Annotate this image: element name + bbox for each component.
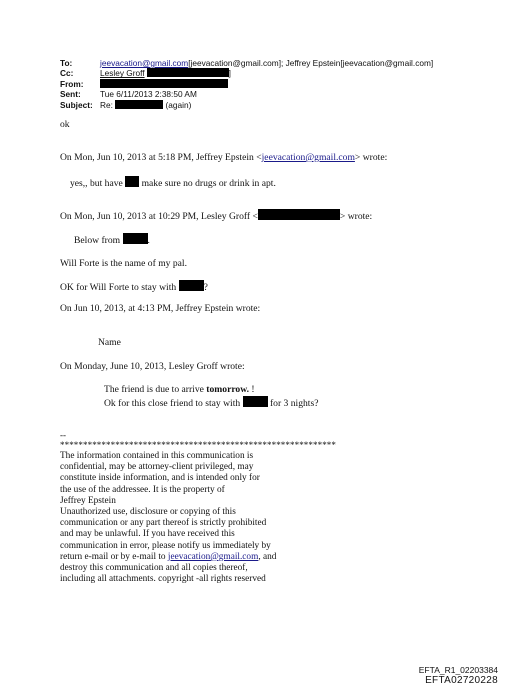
from-value <box>100 79 228 89</box>
will-forte-line: Will Forte is the name of my pal. <box>60 258 187 269</box>
close-friend-line <box>104 396 318 410</box>
below-from-text: Below from <box>74 235 121 246</box>
name-line: Name <box>98 337 121 348</box>
disclaimer-line: including all attachments. copyright -all rights reserved <box>60 574 266 585</box>
friend-bold: tomorrow. <box>206 384 250 395</box>
quote2-below <box>74 233 150 247</box>
cc-value: Lesley Groff ] <box>100 68 231 79</box>
disclaimer-line: communication or any part thereof is strictly prohibited <box>60 518 267 529</box>
quote1-text-pre: yes,, but have <box>70 178 123 189</box>
redaction-box <box>147 68 229 77</box>
return-post: , and <box>258 551 277 562</box>
quote1-header-post: > wrote: <box>354 152 388 163</box>
disclaimer-line: and may be unlawful. If you have received this <box>60 529 235 540</box>
subject-suffix: (again) <box>165 99 192 110</box>
quote1-header-pre: On Mon, Jun 10, 2013 at 5:18 PM, Jeffrey Epstein < <box>60 152 262 163</box>
to-label: To: <box>60 58 73 68</box>
redaction-box <box>123 233 148 244</box>
quote2-header-post: > wrote: <box>339 211 373 222</box>
subject-prefix: Re: <box>100 99 113 110</box>
friend-post: ! <box>249 384 255 395</box>
ok-line-post: ? <box>203 282 208 293</box>
redaction-box <box>125 176 139 187</box>
to-value <box>100 58 433 68</box>
ok-will-forte-line <box>60 280 208 294</box>
return-pre: return e-mail or by e-mail to <box>60 551 168 562</box>
disclaimer-line: Jeffrey Epstein <box>60 495 116 506</box>
subject-label: Subject: <box>60 99 93 110</box>
redaction-box <box>179 280 204 291</box>
quote1-text-post: make sure no drugs or drink in apt. <box>141 178 276 189</box>
quote3-header: On Jun 10, 2013, at 4:13 PM, Jeffrey Epstein wrote: <box>60 303 261 314</box>
disclaimer-line: constitute inside information, and is intended only for <box>60 473 260 484</box>
friend-line <box>104 384 255 396</box>
signature-dashes: -- <box>60 430 66 440</box>
to-email-link[interactable]: jeevacation@gmail.com <box>100 58 189 68</box>
quote1-text <box>70 176 276 190</box>
cc-label: Cc: <box>60 68 74 79</box>
quote2-header-pre: On Mon, Jun 10, 2013 at 10:29 PM, Lesley Groff < <box>60 211 258 222</box>
disclaimer-line: communication in error, please notify us immediately by <box>60 540 271 551</box>
disclaimer-line: the use of the addressee. It is the property of <box>60 484 225 495</box>
disclaimer-email-link[interactable]: jeevacation@gmail.com <box>167 551 259 562</box>
from-label: From: <box>60 78 84 89</box>
friend-pre: The friend is due to arrive <box>104 384 207 395</box>
signature-stars: ************************************************************ <box>60 440 336 450</box>
bates-number-primary: EFTA_R1_02203384 <box>418 665 498 675</box>
close-post: for 3 nights? <box>269 398 319 409</box>
ok-line-pre: OK for Will Forte to stay with <box>60 282 177 293</box>
disclaimer-line: confidential, may be attorney-client privileged, may <box>60 462 254 473</box>
quote4-header: On Monday, June 10, 2013, Lesley Groff wrote: <box>60 361 245 372</box>
sent-label: Sent: <box>60 89 81 100</box>
quote1-header <box>60 152 387 164</box>
cc-name: Lesley Groff <box>100 68 145 79</box>
quote2-header <box>60 209 372 223</box>
disclaimer-return-line <box>60 552 276 563</box>
disclaimer-line: Unauthorized use, disclosure or copying of this <box>60 507 236 518</box>
quote1-email-link[interactable]: jeevacation@gmail.com <box>261 152 355 163</box>
close-pre: Ok for this close friend to stay with <box>104 398 241 409</box>
below-from-end: . <box>147 235 150 246</box>
sent-value: Tue 6/11/2013 2:38:50 AM <box>100 89 197 100</box>
disclaimer-line: destroy this communication and all copies thereof, <box>60 563 248 574</box>
redaction-box <box>100 79 228 88</box>
disclaimer <box>60 451 276 585</box>
redaction-box <box>243 396 268 407</box>
redaction-box <box>115 100 163 109</box>
bates-number-secondary: EFTA02720228 <box>425 675 498 686</box>
subject-value <box>100 100 191 110</box>
reply-text: ok <box>60 119 70 130</box>
disclaimer-line: The information contained in this communication is <box>60 451 254 461</box>
to-rest: [jeevacation@gmail.com]; Jeffrey Epstein[jeevacation@gmail.com] <box>188 58 434 68</box>
redaction-box <box>258 209 340 220</box>
